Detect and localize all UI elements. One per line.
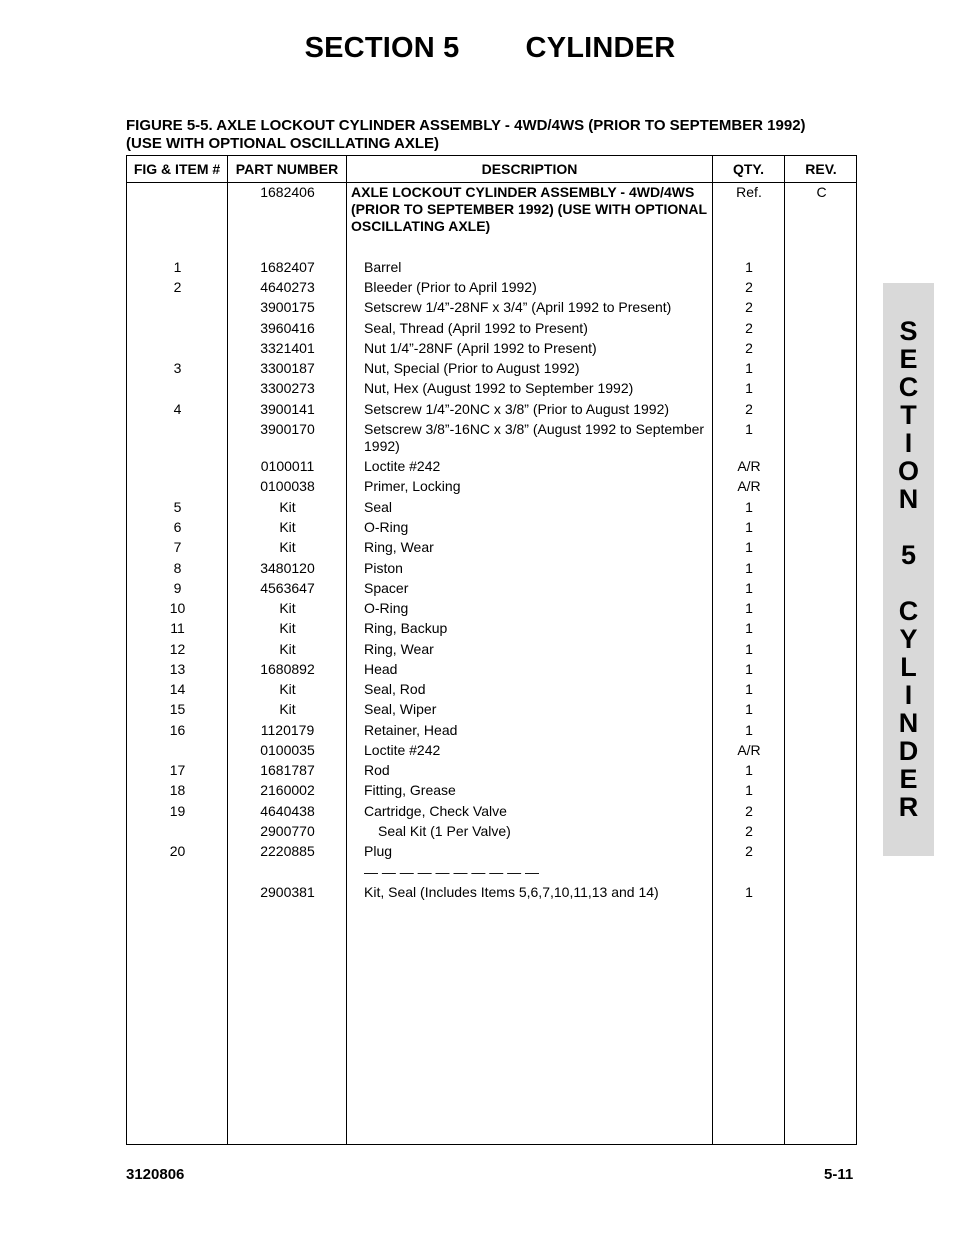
quantity: 1 [745, 519, 753, 535]
quantity: 2 [745, 320, 753, 336]
item-number: 9 [173, 580, 182, 596]
description: Fitting, Grease [364, 782, 456, 798]
side-tab-letter: E [899, 344, 918, 374]
description: Cartridge, Check Valve [364, 803, 507, 819]
side-tab-letter: E [899, 764, 918, 794]
description: Seal, Rod [364, 681, 426, 697]
side-tab-letter: R [898, 792, 919, 822]
description: Piston [364, 560, 403, 576]
quantity: 2 [745, 843, 753, 859]
quantity: 2 [745, 340, 753, 356]
description: Loctite #242 [364, 742, 441, 758]
quantity: 1 [745, 661, 753, 677]
side-tab-letter: I [904, 680, 913, 710]
item-number: 15 [169, 701, 186, 717]
part-number: 3900170 [260, 421, 315, 437]
description: Ring, Wear [364, 641, 434, 657]
item-number: 3 [173, 360, 182, 376]
header-item: FIG & ITEM # [133, 161, 221, 177]
quantity: 1 [745, 641, 753, 657]
item-number: 18 [169, 782, 186, 798]
part-number: Kit [279, 600, 296, 616]
part-number: 0100038 [260, 478, 315, 494]
header-qty: QTY. [732, 161, 765, 177]
section-title [0, 32, 954, 65]
header-divider [127, 182, 856, 183]
description: Seal [364, 499, 393, 515]
description: Setscrew 1/4”-28NF x 3/4” (April 1992 to Present) [364, 299, 672, 315]
part-number: 1120179 [260, 722, 315, 738]
description: Retainer, Head [364, 722, 458, 738]
header-description: DESCRIPTION [481, 161, 578, 177]
quantity: A/R [737, 742, 761, 758]
item-number: 11 [170, 620, 185, 636]
description: Setscrew 3/8”-16NC x 3/8” (August 1992 to September 1992) [364, 421, 705, 454]
part-number: 4563647 [260, 580, 315, 596]
part-number: Kit [279, 519, 296, 535]
quantity: 1 [745, 360, 753, 376]
description: Spacer [364, 580, 409, 596]
part-number: 3300273 [260, 380, 315, 396]
part-number: 2160002 [260, 782, 315, 798]
quantity: 2 [745, 823, 753, 839]
description: Nut, Special (Prior to August 1992) [364, 360, 580, 376]
quantity: 1 [745, 782, 753, 798]
part-number: Kit [279, 499, 296, 515]
part-number: 1680892 [260, 661, 315, 677]
section-side-tab [883, 283, 934, 856]
part-number: Kit [279, 620, 296, 636]
doc-number: 3120806 [126, 1166, 185, 1183]
description: Setscrew 1/4”-20NC x 3/8” (Prior to August 1992) [364, 401, 670, 417]
quantity: 1 [745, 722, 753, 738]
item-number: 17 [169, 762, 186, 778]
description: Primer, Locking [364, 478, 461, 494]
assembly-rev: C [816, 184, 827, 200]
quantity: 1 [745, 499, 753, 515]
description: Seal, Wiper [364, 701, 437, 717]
side-tab-letter: T [900, 400, 917, 430]
quantity: 2 [745, 803, 753, 819]
quantity: 1 [745, 762, 753, 778]
item-number: 13 [169, 661, 186, 677]
page-number: 5-11 [824, 1166, 854, 1183]
side-tab-letter: N [898, 708, 919, 738]
parts-table [126, 155, 857, 1145]
part-number: 2220885 [260, 843, 315, 859]
description: Seal, Thread (April 1992 to Present) [364, 320, 588, 336]
part-number: 3900175 [260, 299, 315, 315]
part-number: Kit [279, 701, 296, 717]
item-number: 20 [169, 843, 186, 859]
quantity: 1 [745, 560, 753, 576]
quantity: 1 [745, 539, 753, 555]
item-number: 1 [173, 259, 182, 275]
description: Loctite #242 [364, 458, 441, 474]
side-tab-letter: L [900, 652, 917, 682]
description: O-Ring [364, 600, 409, 616]
item-number: 8 [173, 560, 182, 576]
quantity: 1 [745, 701, 753, 717]
side-tab-letter: 5 [900, 540, 917, 570]
part-number: 3900141 [260, 401, 315, 417]
description: Barrel [364, 259, 402, 275]
description: Ring, Backup [364, 620, 448, 636]
figure-title [126, 117, 866, 153]
description: Seal Kit (1 Per Valve) [378, 823, 511, 839]
part-number: 2900770 [260, 823, 315, 839]
description: — — — — — — — — — — [364, 864, 540, 880]
description: Nut, Hex (August 1992 to September 1992) [364, 380, 634, 396]
description: Head [364, 661, 398, 677]
description: Plug [364, 843, 393, 859]
header-rev: REV. [805, 161, 837, 177]
assembly-description: AXLE LOCKOUT CYLINDER ASSEMBLY - 4WD/4WS (PRIOR TO SEPTEMBER 1992) (USE WITH OPTIONAL OSCILLATING AXLE) [351, 184, 707, 234]
side-tab-letter: D [898, 736, 919, 766]
item-number: 10 [169, 600, 186, 616]
side-tab-letter: S [899, 316, 918, 346]
part-number: 4640438 [260, 803, 315, 819]
part-number: 0100011 [260, 458, 315, 474]
figure-title-line2: (USE WITH OPTIONAL OSCILLATING AXLE) [126, 135, 440, 152]
part-number: 0100035 [260, 742, 315, 758]
header-part-number: PART NUMBER [235, 161, 339, 177]
assembly-part-number: 1682406 [260, 184, 315, 200]
description: Rod [364, 762, 390, 778]
part-number: 3321401 [260, 340, 315, 356]
quantity: 1 [745, 681, 753, 697]
part-number: 1682407 [260, 259, 315, 275]
part-number: 3960416 [260, 320, 315, 336]
part-number: 3480120 [260, 560, 315, 576]
part-number: 3300187 [260, 360, 315, 376]
side-tab-letter: C [898, 372, 919, 402]
side-tab-letter: I [904, 428, 913, 458]
side-tab-letter: C [898, 596, 919, 626]
item-number: 19 [169, 803, 186, 819]
description: Bleeder (Prior to April 1992) [364, 279, 537, 295]
quantity: 2 [745, 299, 753, 315]
quantity: 1 [745, 580, 753, 596]
part-number: 2900381 [260, 884, 315, 900]
quantity: A/R [737, 478, 761, 494]
item-number: 12 [169, 641, 186, 657]
side-tab-letter: N [898, 484, 919, 514]
quantity: 1 [745, 884, 753, 900]
part-number: 1681787 [260, 762, 315, 778]
item-number: 2 [173, 279, 182, 295]
section-name: CYLINDER [525, 32, 676, 64]
part-number: 4640273 [260, 279, 315, 295]
description: Kit, Seal (Includes Items 5,6,7,10,11,13 and 14) [364, 884, 659, 900]
quantity: A/R [737, 458, 761, 474]
description: Nut 1/4”-28NF (April 1992 to Present) [364, 340, 597, 356]
item-number: 6 [173, 519, 182, 535]
quantity: 1 [745, 421, 753, 437]
part-number: Kit [279, 641, 296, 657]
quantity: 1 [745, 380, 753, 396]
item-number: 14 [169, 681, 186, 697]
quantity: 1 [745, 620, 753, 636]
assembly-qty: Ref. [736, 184, 762, 200]
item-number: 4 [173, 401, 182, 417]
figure-title-line1: FIGURE 5-5. AXLE LOCKOUT CYLINDER ASSEMBLY - 4WD/4WS (PRIOR TO SEPTEMBER 1992) [126, 117, 806, 134]
item-number: 16 [169, 722, 186, 738]
section-label: SECTION 5 [304, 32, 460, 64]
side-tab-letter: O [897, 456, 919, 486]
description: O-Ring [364, 519, 409, 535]
quantity: 2 [745, 279, 753, 295]
quantity: 1 [745, 600, 753, 616]
quantity: 1 [745, 259, 753, 275]
quantity: 2 [745, 401, 753, 417]
side-tab-letter: Y [899, 624, 918, 654]
item-number: 5 [173, 499, 182, 515]
part-number: Kit [279, 681, 296, 697]
item-number: 7 [173, 539, 182, 555]
description: Ring, Wear [364, 539, 434, 555]
part-number: Kit [279, 539, 296, 555]
